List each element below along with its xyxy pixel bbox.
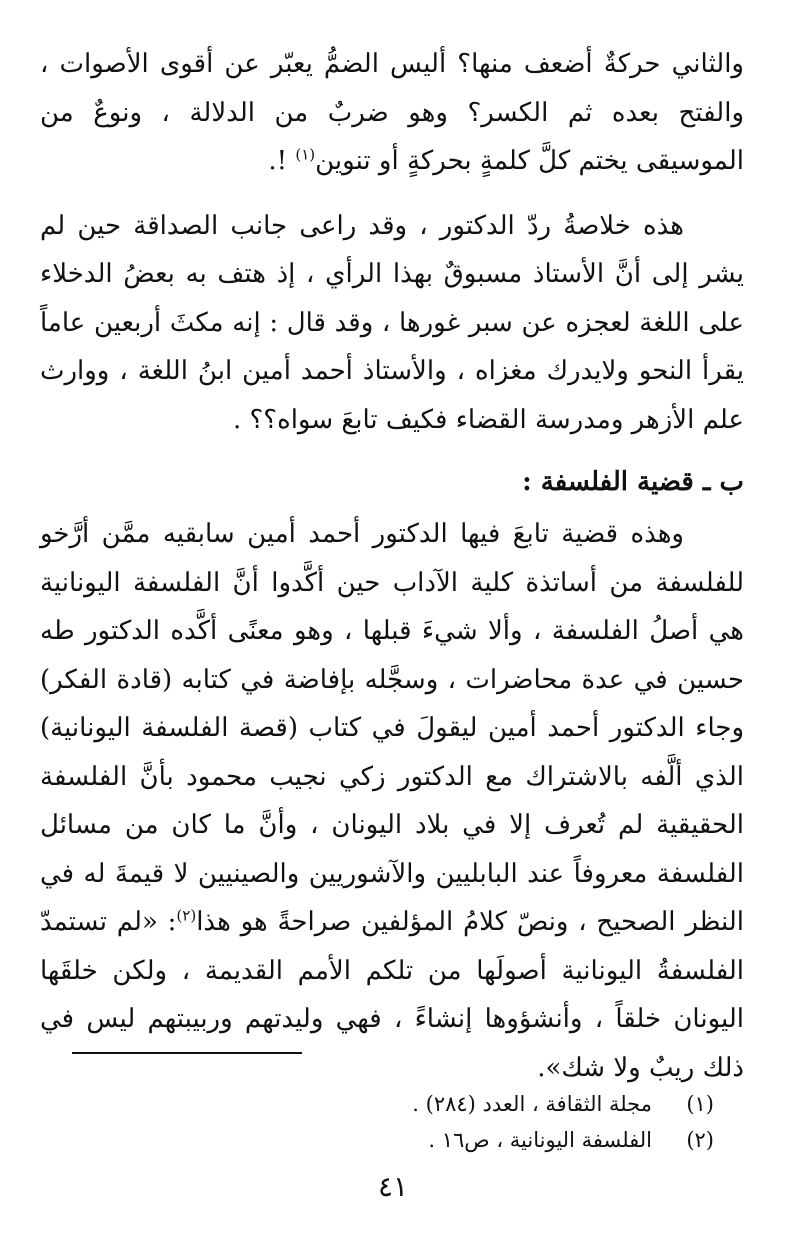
page-body	[40, 40, 744, 1248]
paragraph-3-main: وهذه قضية تابعَ فيها الدكتور أحمد أمين سابقيه ممَّن أرَّخو للفلسفة من أساتذة كلية الآداب حين أكَّدوا أنَّ الفلسفة اليونانية هي أصلُ الفلسفة ، وألا شيءَ قبلها ، وهو معنًى أكَّده الدكتور طه حسين في عدة محاضرات ، وسجَّله بإفاضة في كتابه (قادة الفكر) وجاء الدكتور أحمد أمين ليقولَ في كتاب (قصة الفلسفة اليونانية) الذي ألَّفه بالاشتراك مع الدكتور زكي نجيب محمود بأنَّ الفلسفة الحقيقية لم تُعرف إلا في بلاد اليونان ، وأنَّ ما كان من مسائل الفلسفة معروفاً عند البابليين والآشوريين والصينيين لا قيمةَ له في النظر الصحيح ، ونصّ كلامُ المؤلفين صراحةً هو هذا	[40, 519, 744, 937]
page-number: ٤١	[377, 1170, 409, 1203]
paragraph-2: هذه خلاصةُ ردّ الدكتور ، وقد راعى جانب الصداقة حين لم يشر إلى أنَّ الأستاذ مسبوقٌ بهذا الرأي ، إذ هتف به بعضُ الدخلاء على اللغة لعجزه عن سبر غورها ، وقد قال : إنه مكثَ أربعين عاماً يقرأ النحو ولايدرك مغزاه ، والأستاذ أحمد أمين ابنُ اللغة ، ووارث علم الأزهر ومدرسة القضاء فكيف تابعَ سواه؟؟ .	[40, 210, 744, 435]
footnotes	[40, 1086, 714, 1158]
paragraph-1-line-2: بعده ثم الكسر؟ وهو ضربٌ من الدلالة ، ونوعٌ من الموسيقى يختم كلَّ	[40, 97, 744, 176]
footnote-divider	[72, 1052, 302, 1054]
footnote-1-text: مجلة الثقافة ، العدد (٢٨٤) .	[412, 1092, 652, 1116]
footnote-2-text: الفلسفة اليونانية ، ص١٦ .	[428, 1128, 652, 1152]
footnote-ref-2[interactable]: (٢)	[176, 906, 197, 925]
paragraph-1-tail: !.	[268, 146, 296, 176]
footnote-1	[40, 1086, 714, 1122]
paragraph-1-line-1: والثاني حركةٌ أضعف منها؟ أليس الضمُّ يعبّر عن أقوى الأصوات ، والفتح	[40, 49, 744, 128]
footnote-1-number: (١)	[686, 1092, 714, 1116]
footnote-ref-1[interactable]: (١)	[295, 145, 316, 164]
footnote-2-number: (٢)	[686, 1128, 714, 1152]
section-heading: ب ـ قضية الفلسفة :	[522, 467, 744, 497]
paragraph-3-quote: : «لم تستمدّ الفلسفةُ اليونانية أصولَها من تلكم الأمم القديمة ، ولكن خلقَها اليونان خلقاً ، وأنشؤوها إنشاءً ، فهي وليدتهم وربيبتهم ليس في ذلك ريبٌ ولا شك».	[40, 907, 744, 1083]
paragraph-1-line-3: كلمةٍ بحركةٍ أو تنوين	[315, 146, 530, 176]
paragraph-3	[40, 510, 744, 1092]
paragraph-1	[40, 40, 744, 186]
footnote-2	[40, 1122, 714, 1158]
